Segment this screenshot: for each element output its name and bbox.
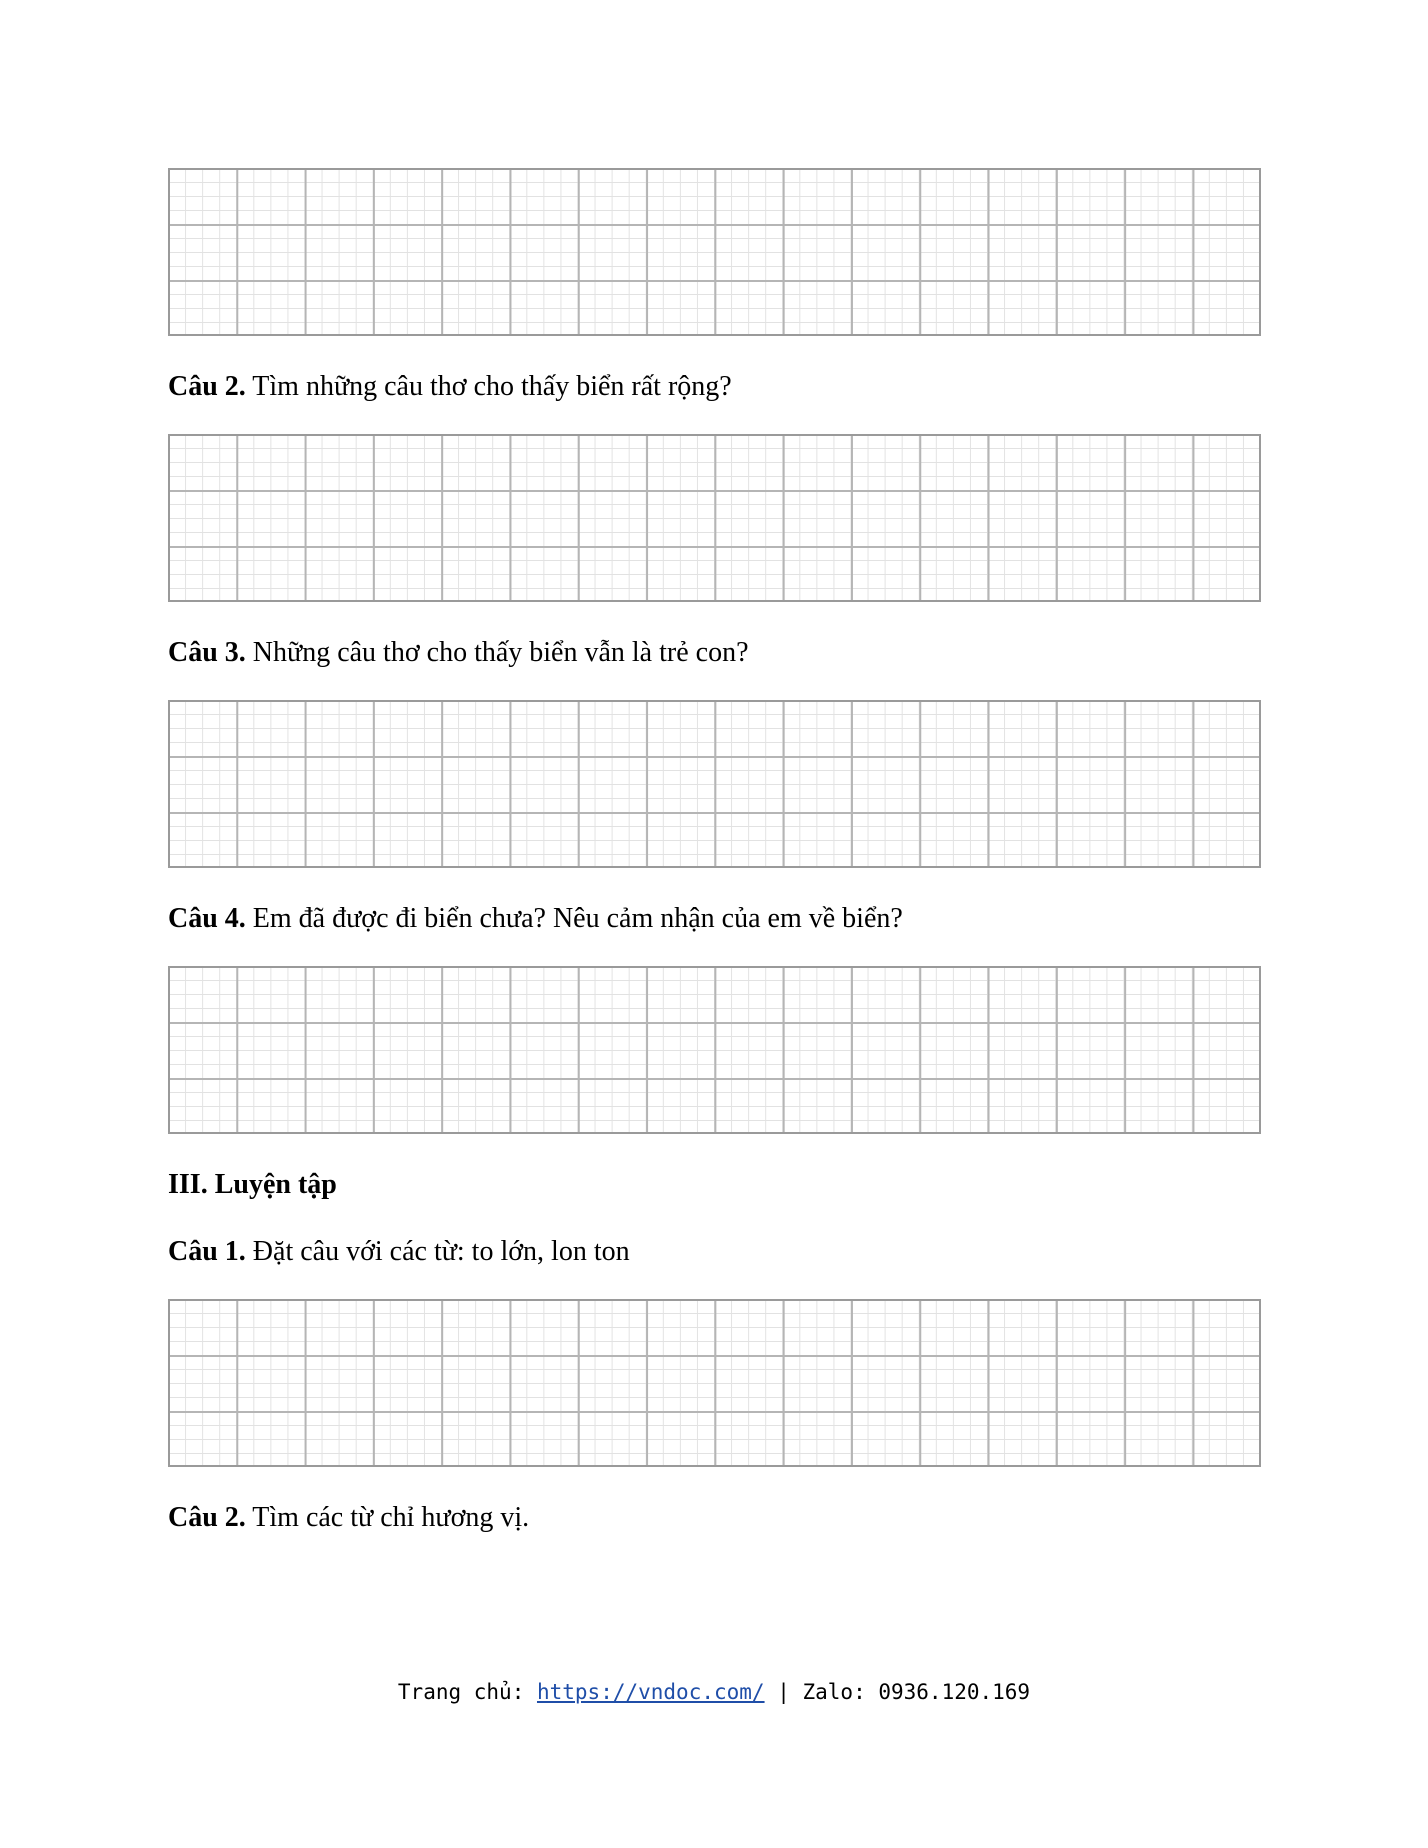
footer-home-label: Trang chủ: bbox=[397, 1680, 537, 1704]
practice-question-1 bbox=[168, 1235, 630, 1269]
question-3 bbox=[168, 636, 749, 670]
question-2-text: Tìm những câu thơ cho thấy biển rất rộng? bbox=[245, 371, 732, 402]
question-3-label: Câu 3. bbox=[168, 637, 246, 668]
section-heading-luyen-tap: III. Luyện tập bbox=[168, 1169, 337, 1200]
writing-grid-1 bbox=[168, 168, 1261, 336]
practice-question-1-label: Câu 1. bbox=[168, 1236, 246, 1267]
page-footer bbox=[0, 1677, 1428, 1707]
footer-home-link[interactable]: https://vndoc.com/ bbox=[536, 1680, 765, 1704]
question-3-text: Những câu thơ cho thấy biển vẫn là trẻ con? bbox=[245, 637, 749, 668]
writing-grid-2 bbox=[168, 434, 1261, 602]
question-4-label: Câu 4. bbox=[168, 903, 246, 934]
question-2 bbox=[168, 370, 732, 404]
practice-question-2-label: Câu 2. bbox=[168, 1502, 246, 1533]
practice-question-2-text: Tìm các từ chỉ hương vị. bbox=[245, 1502, 530, 1533]
question-4 bbox=[168, 902, 903, 936]
question-4-text: Em đã được đi biển chưa? Nêu cảm nhận của em về biển? bbox=[245, 903, 903, 934]
practice-question-2 bbox=[168, 1501, 529, 1535]
writing-grid-4 bbox=[168, 966, 1261, 1134]
writing-grid-5 bbox=[168, 1299, 1261, 1467]
practice-question-1-text: Đặt câu với các từ: to lớn, lon ton bbox=[245, 1236, 630, 1267]
footer-separator: | bbox=[764, 1680, 803, 1704]
question-2-label: Câu 2. bbox=[168, 371, 246, 402]
footer-zalo: Zalo: 0936.120.169 bbox=[802, 1680, 1031, 1704]
writing-grid-3 bbox=[168, 700, 1261, 868]
